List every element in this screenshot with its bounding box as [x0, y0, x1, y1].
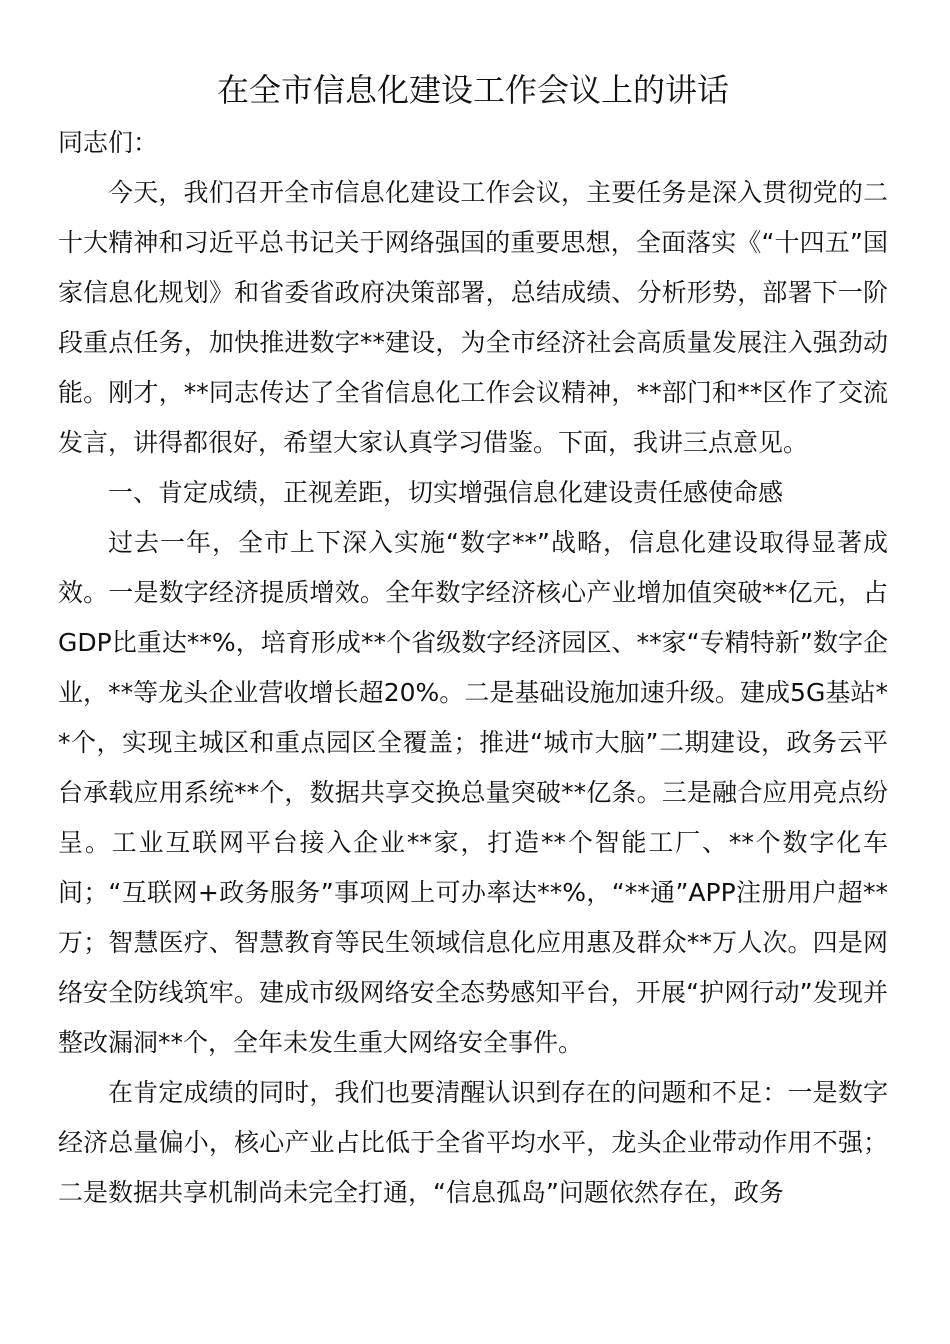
paragraph-problems: 在肯定成绩的同时，我们也要清醒认识到存在的问题和不足：一是数字经济总量偏小，核心产业占比低于全省平均水平，龙头企业带动作用不强；二是数据共享机制尚未完全打通，“信息孤岛”问题依然存在，政务: [58, 1078, 888, 1207]
document-title: 在全市信息化建设工作会议上的讲话: [216, 71, 729, 109]
greeting: 同志们：: [58, 128, 159, 157]
paragraph-intro: 今天，我们召开全市信息化建设工作会议，主要任务是深入贯彻党的二十大精神和习近平总书记关于网络强国的重要思想，全面落实《“十四五”国家信息化规划》和省委省政府决策部署，总结成绩、分析形势，部署下一阶段重点任务，加快推进数字**建设，为全市经济社会高质量发展注入强劲动能。刚才，**同志传达了全省信息化工作会议精神，**部门和**区作了交流发言，讲得都很好，希望大家认真学习借鉴。下面，我讲三点意见。: [58, 178, 888, 457]
document-body: [58, 118, 888, 1218]
paragraph-achievements: 过去一年，全市上下深入实施“数字**”战略，信息化建设取得显著成效。一是数字经济提质增效。全年数字经济核心产业增加值突破**亿元，占GDP比重达**%，培育形成**个省级数字经济园区、**家“专精特新”数字企业，**等龙头企业营收增长超20%。二是基础设施加速升级。建成5G基站**个，实现主城区和重点园区全覆盖；推进“城市大脑”二期建设，政务云平台承载应用系统**个，数据共享交换总量突破**亿条。三是融合应用亮点纷呈。工业互联网平台接入企业**家，打造**个智能工厂、**个数字化车间；“互联网+政务服务”事项网上可办率达**%，“**通”APP注册用户超**万；智慧医疗、智慧教育等民生领域信息化应用惠及群众**万人次。四是网络安全防线筑牢。建成市级网络安全态势感知平台，开展“护网行动”发现并整改漏洞**个，全年未发生重大网络安全事件。: [58, 528, 888, 1057]
section-heading-1: 一、肯定成绩，正视差距，切实增强信息化建设责任感使命感: [108, 478, 784, 507]
